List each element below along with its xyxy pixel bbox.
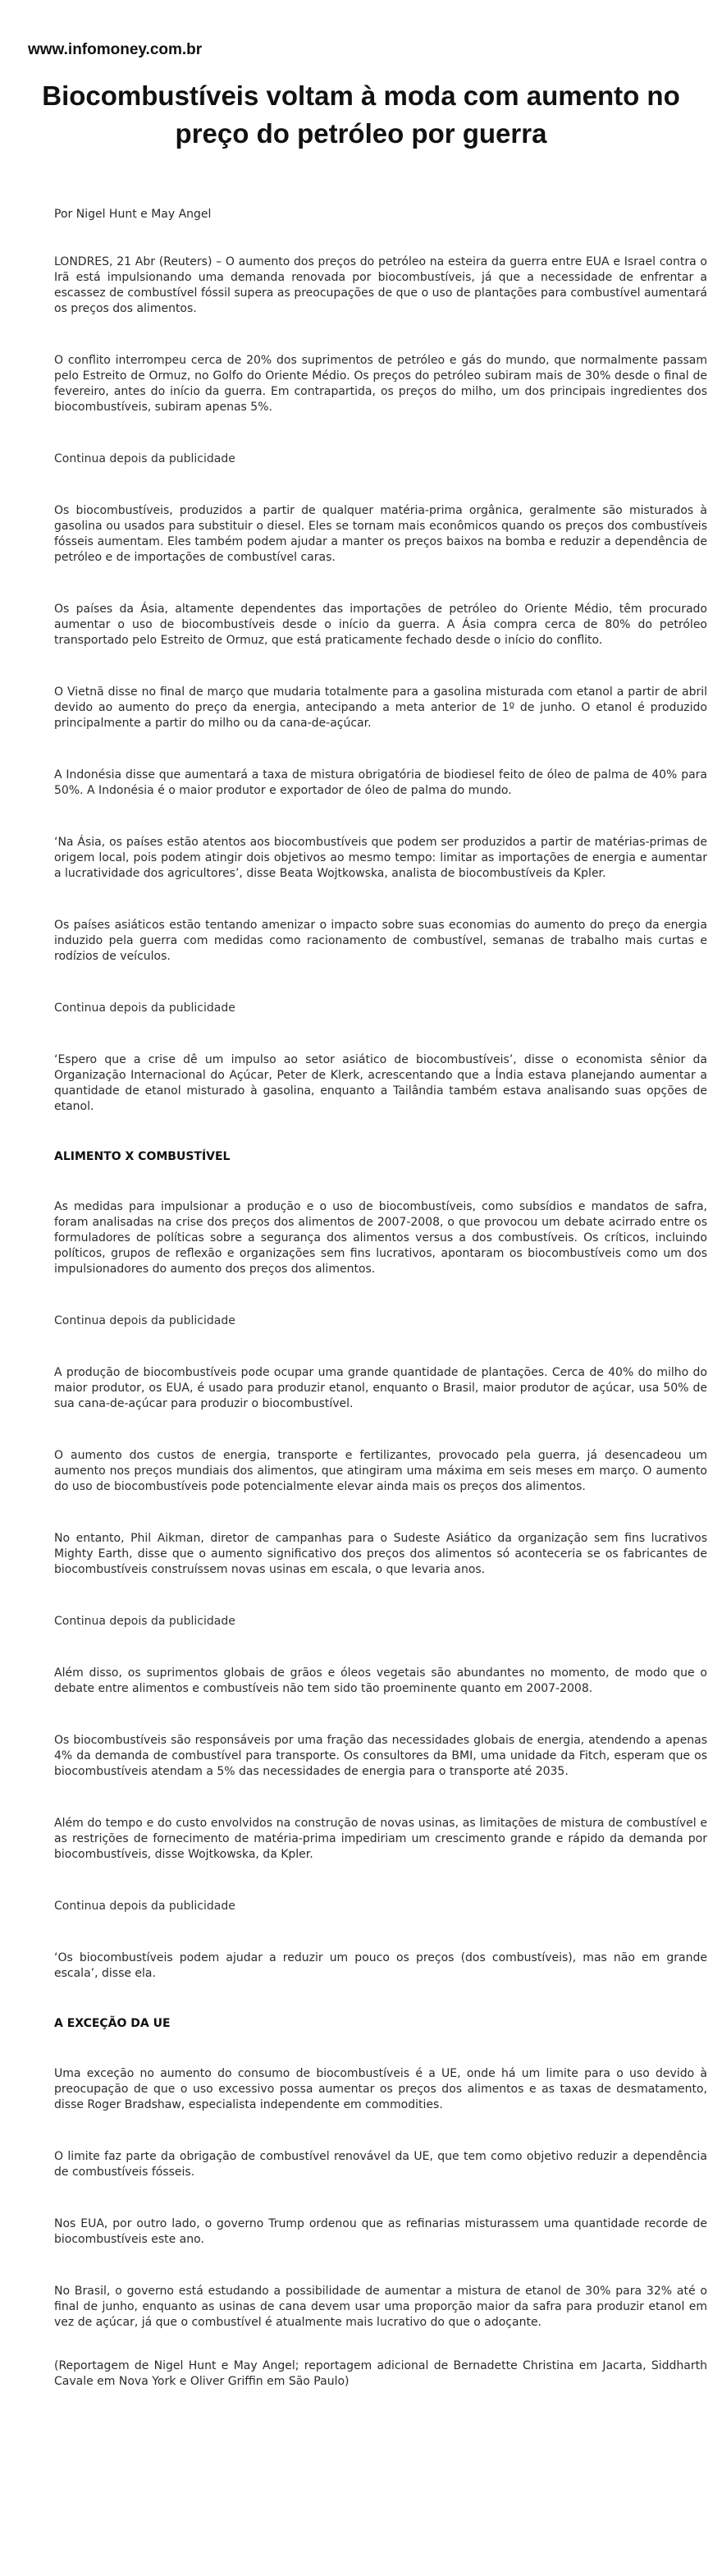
credits-paragraph: (Reportagem de Nigel Hunt e May Angel; reportagem adicional de Bernadette Christina em Jacarta, Siddharth Cavale em Nova York e Oliver Griffin em São Paulo) [54, 2359, 707, 2388]
ad-placeholder: Continua depois da publicidade [54, 452, 235, 465]
paragraph: ‘Na Ásia, os países estão atentos aos biocombustíveis que podem ser produzidos a partir de matérias-primas de origem local, pois podem atingir dois objetivos ao mesmo tempo: limitar as importações de energia e aumentar a lucratividade dos agricultores’, disse Beata Wojtkowska, analista de biocombustíveis da Kpler. [54, 836, 707, 880]
paragraph: LONDRES, 21 Abr (Reuters) – O aumento dos preços do petróleo na esteira da guerra entre EUA e Israel contra o Irã está impulsionando uma demanda renovada por biocombustíveis, já que a necessidade de enfrentar a escassez de combustível fóssil supera as preocupações de que o uso de plantações para combustível aumentará os preços dos alimentos. [54, 255, 707, 315]
paragraph: A Indonésia disse que aumentará a taxa de mistura obrigatória de biodiesel feito de óleo de palma de 40% para 50%. A Indonésia é o maior produtor e exportador de óleo de palma do mundo. [54, 768, 707, 797]
article-body [54, 207, 707, 2390]
byline: Por Nigel Hunt e May Angel [54, 208, 212, 221]
paragraph: O limite faz parte da obrigação de combustível renovável da UE, que tem como objetivo reduzir a dependência de combustíveis fósseis. [54, 2150, 707, 2179]
paragraph: ‘Espero que a crise dê um impulso ao setor asiático de biocombustíveis’, disse o economista sênior da Organização Internacional do Açúcar, Peter de Klerk, acrescentando que a Índia estava planejando aumentar a quantidade de etanol misturado à gasolina, enquanto a Tailândia também estava analisando suas opções de etanol. [54, 1053, 707, 1113]
paragraph: No Brasil, o governo está estudando a possibilidade de aumentar a mistura de etanol de 30% para 32% até o final de junho, enquanto as usinas de cana devem usar uma proporção maior da safra para produzir etanol em vez de açúcar, já que o combustível é atualmente mais lucrativo do que o adoçante. [54, 2285, 707, 2329]
paragraph: No entanto, Phil Aikman, diretor de campanhas para o Sudeste Asiático da organização sem fins lucrativos Mighty Earth, disse que o aumento significativo dos preços dos alimentos só aconteceria se os fabricantes de biocombustíveis construíssem novas usinas em escala, o que levaria anos. [54, 1532, 707, 1576]
paragraph: Os biocombustíveis, produzidos a partir de qualquer matéria-prima orgânica, geralmente são misturados à gasolina ou usados para substituir o diesel. Eles se tornam mais econômicos quando os preços dos combustíveis fósseis aumentam. Eles também podem ajudar a manter os preços baixos na bomba e reduzir a dependência de petróleo e de importações de combustível caras. [54, 504, 707, 564]
paragraph: Uma exceção no aumento do consumo de biocombustíveis é a UE, onde há um limite para o uso devido à preocupação de que o uso excessivo possa aumentar os preços dos alimentos e as taxas de desmatamento, disse Roger Bradshaw, especialista independente em commodities. [54, 2067, 707, 2111]
paragraph: Os biocombustíveis são responsáveis por uma fração das necessidades globais de energia, atendendo a apenas 4% da demanda de combustível para transporte. Os consultores da BMI, uma unidade da Fitch, esperam que os biocombustíveis atendam a 5% das necessidades de energia para o transporte até 2035. [54, 1734, 707, 1778]
paragraph: Além do tempo e do custo envolvidos na construção de novas usinas, as limitações de mistura de combustível e as restrições de fornecimento de matéria-prima impediriam um crescimento grande e rápido da demanda por biocombustíveis, disse Wojtkowska, da Kpler. [54, 1817, 707, 1861]
section-heading: A EXCEÇÃO DA UE [54, 2017, 171, 2030]
paragraph: A produção de biocombustíveis pode ocupar uma grande quantidade de plantações. Cerca de 40% do milho do maior produtor, os EUA, é usado para produzir etanol, enquanto o Brasil, maior produtor de açúcar, usa 50% de sua cana-de-açúcar para produzir o biocombustível. [54, 1366, 707, 1410]
paragraph: O aumento dos custos de energia, transporte e fertilizantes, provocado pela guerra, já desencadeou um aumento nos preços mundiais dos alimentos, que atingiram uma máxima em seis meses em março. O aumento do uso de biocombustíveis pode potencialmente elevar ainda mais os preços dos alimentos. [54, 1449, 707, 1493]
site-url: www.infomoney.com.br [28, 41, 203, 58]
paragraph: Os países da Ásia, altamente dependentes das importações de petróleo do Oriente Médio, têm procurado aumentar o uso de biocombustíveis desde o início da guerra. A Ásia compra cerca de 80% do petróleo transportado pelo Estreito de Ormuz, que está praticamente fechado desde o início do conflito. [54, 603, 707, 647]
paragraph: O Vietnã disse no final de março que mudaria totalmente para a gasolina misturada com etanol a partir de abril devido ao aumento do preço da energia, antecipando a meta anterior de 1º de junho. O etanol é produzido principalmente a partir do milho ou da cana-de-açúcar. [54, 685, 707, 730]
paragraph: As medidas para impulsionar a produção e o uso de biocombustíveis, como subsídios e mandatos de safra, foram analisadas na crise dos preços dos alimentos de 2007-2008, o que provocou um debate acirrado entre os formuladores de políticas sobre a segurança dos alimentos versus a dos combustíveis. Os críticos, incluindo políticos, grupos de reflexão e organizações sem fins lucrativos, apontaram os biocombustíveis como um dos impulsionadores do aumento dos preços dos alimentos. [54, 1200, 707, 1276]
paragraph: Os países asiáticos estão tentando amenizar o impacto sobre suas economias do aumento do preço da energia induzido pela guerra com medidas como racionamento de combustível, semanas de trabalho mais curtas e rodízios de veículos. [54, 919, 707, 963]
ad-placeholder: Continua depois da publicidade [54, 1615, 235, 1628]
paragraph: O conflito interrompeu cerca de 20% dos suprimentos de petróleo e gás do mundo, que normalmente passam pelo Estreito de Ormuz, no Golfo do Oriente Médio. Os preços do petróleo subiram mais de 30% desde o final de fevereiro, antes do início da guerra. Em contrapartida, os preços do milho, um dos principais ingredientes dos biocombustíveis, subiram apenas 5%. [54, 354, 707, 414]
paragraph: Além disso, os suprimentos globais de grãos e óleos vegetais são abundantes no momento, de modo que o debate entre alimentos e combustíveis não tem sido tão proeminente quanto em 2007-2008. [54, 1666, 707, 1695]
paragraph: Nos EUA, por outro lado, o governo Trump ordenou que as refinarias misturassem uma quantidade recorde de biocombustíveis este ano. [54, 2217, 707, 2246]
ad-placeholder: Continua depois da publicidade [54, 1314, 235, 1327]
article-title: Biocombustíveis voltam à moda com aumento no preço do petróleo por guerra [42, 80, 680, 149]
paragraph: ‘Os biocombustíveis podem ajudar a reduzir um pouco os preços (dos combustíveis), mas não em grande escala’, disse ela. [54, 1951, 707, 1980]
ad-placeholder: Continua depois da publicidade [54, 1002, 235, 1015]
section-heading: ALIMENTO X COMBUSTÍVEL [54, 1150, 231, 1163]
ad-placeholder: Continua depois da publicidade [54, 1900, 235, 1913]
